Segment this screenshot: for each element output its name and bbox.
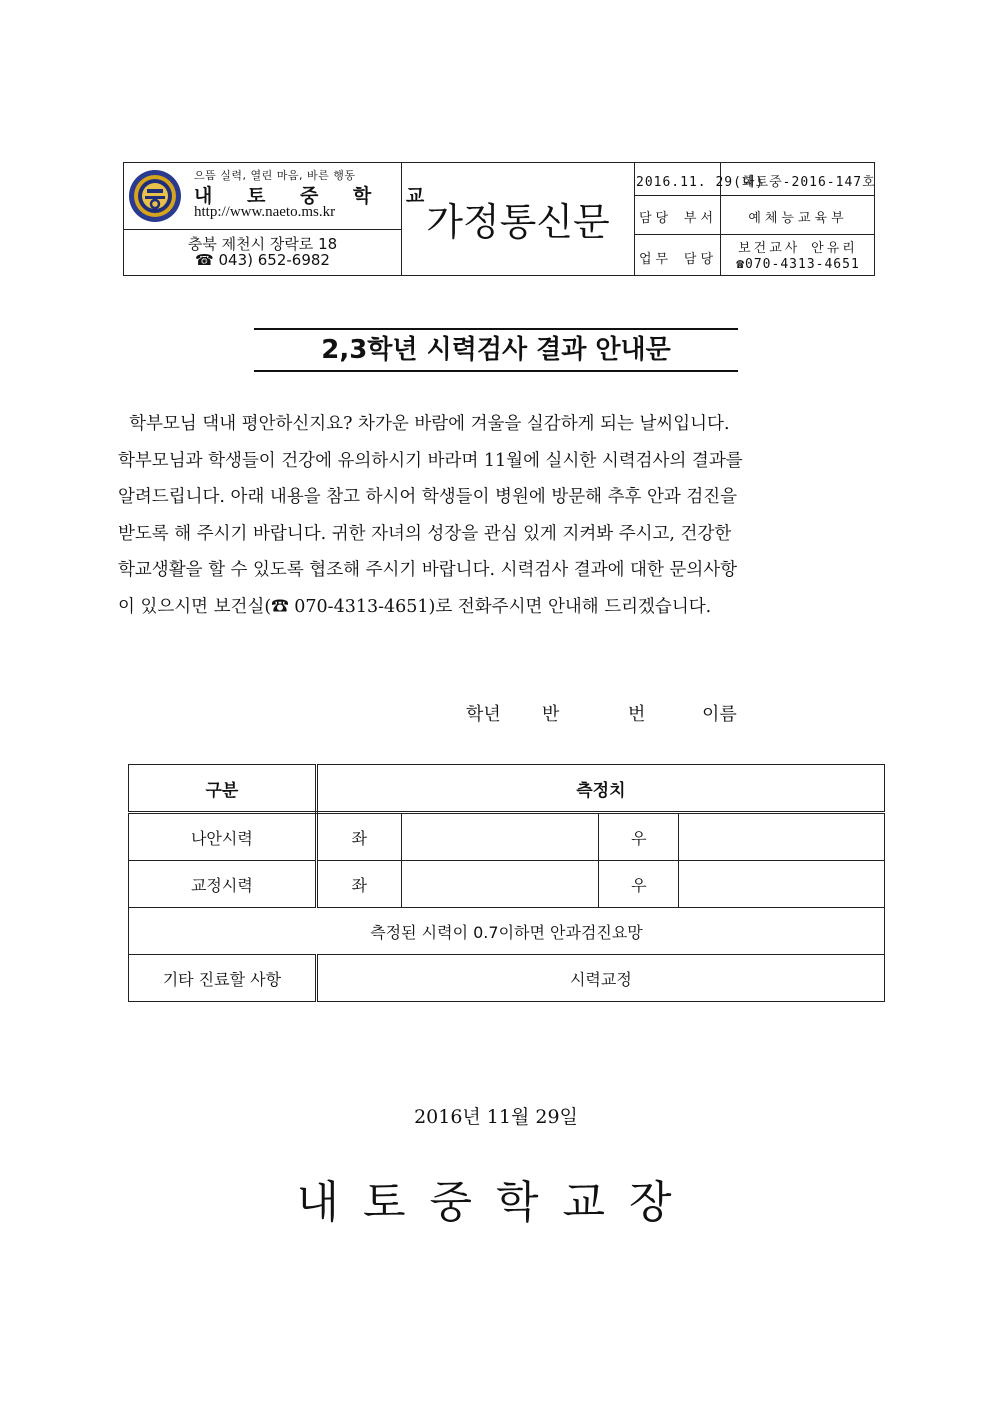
body-line: 이 있으시면 보건실(☎ 070-4313-4651)로 전화주시면 안내해 드리겠습니다.: [118, 596, 712, 617]
body-line: 알려드립니다. 아래 내용을 참고 하시어 학생들이 병원에 방문해 추후 안과 검진을: [118, 487, 738, 507]
doc-number: 내토중-2016-147호: [742, 175, 876, 190]
header-category: 구분: [129, 765, 317, 813]
letter-header: [123, 162, 875, 276]
dept-label: 담당 부서: [638, 211, 718, 226]
left-eye-value-field[interactable]: [401, 861, 599, 908]
divider: [634, 163, 635, 275]
left-eye-label: 좌: [316, 813, 401, 861]
date-cell: 2016.11. 29(화): [636, 175, 765, 190]
right-eye-label: 우: [599, 813, 679, 861]
body-line: 학교생활을 할 수 있도록 협조해 주시기 바랍니다. 시력검사 결과에 대한 문의사항: [118, 560, 738, 580]
principal-signature: 내토중학교장: [296, 1177, 696, 1228]
body-paragraph: [118, 406, 878, 625]
table-row: [129, 861, 885, 908]
other-treatment-value: 시력교정: [316, 955, 884, 1002]
school-phone: ☎ 043) 652-6982: [195, 251, 330, 269]
table-row: [129, 955, 885, 1002]
school-url[interactable]: http://www.naeto.ms.kr: [194, 204, 336, 220]
exam-note: 측정된 시력이 0.7이하면 안과검진요망: [129, 908, 885, 955]
staff-phone: ☎070-4313-4651: [736, 257, 860, 272]
staff-name: 보건교사 안유리: [738, 241, 858, 256]
staff-label: 업무 담당: [638, 252, 718, 267]
table-row: [129, 813, 885, 861]
school-logo: [128, 169, 182, 223]
right-eye-label: 우: [599, 861, 679, 908]
table-header-row: [129, 765, 885, 813]
number-label: 번: [628, 704, 646, 725]
publication-title: 가정통신문: [426, 200, 610, 244]
dept-value: 예체능교육부: [748, 211, 848, 226]
vision-results-table: [128, 764, 885, 1002]
school-motto: 으뜸 실력, 열린 마음, 바른 행동: [194, 169, 356, 182]
left-eye-label: 좌: [316, 861, 401, 908]
left-eye-value-field[interactable]: [401, 813, 599, 861]
document-title: 2,3학년 시력검사 결과 안내문: [254, 328, 738, 372]
school-address: 충북 제천시 장락로 18: [187, 235, 338, 253]
divider: [634, 195, 875, 196]
other-treatment-label: 기타 진료할 사항: [129, 955, 317, 1002]
divider: [634, 234, 875, 235]
issue-date: 2016년 11월 29일: [414, 1106, 578, 1128]
header-measure: 측정치: [316, 765, 884, 813]
right-eye-value-field[interactable]: [679, 861, 885, 908]
row-label-corrected-vision: 교정시력: [129, 861, 317, 908]
table-row: [129, 908, 885, 955]
body-line: 학부모님과 학생들이 건강에 유의하시기 바라며 11월에 실시한 시력검사의 결과를: [118, 450, 743, 471]
class-label: 반: [542, 704, 560, 725]
grade-label: 학년: [466, 704, 501, 725]
right-eye-value-field[interactable]: [679, 813, 885, 861]
row-label-naked-vision: 나안시력: [129, 813, 317, 861]
body-line: 받도록 해 주시기 바랍니다. 귀한 자녀의 성장을 관심 있게 지켜봐 주시고, 건강한: [118, 523, 732, 544]
school-name: 내 토 중 학 교: [194, 185, 439, 207]
name-label: 이름: [702, 704, 737, 725]
divider: [124, 229, 401, 230]
body-line: 학부모님 댁내 평안하신지요? 차가운 바람에 겨울을 실감하게 되는 날씨입니다.: [118, 414, 730, 434]
